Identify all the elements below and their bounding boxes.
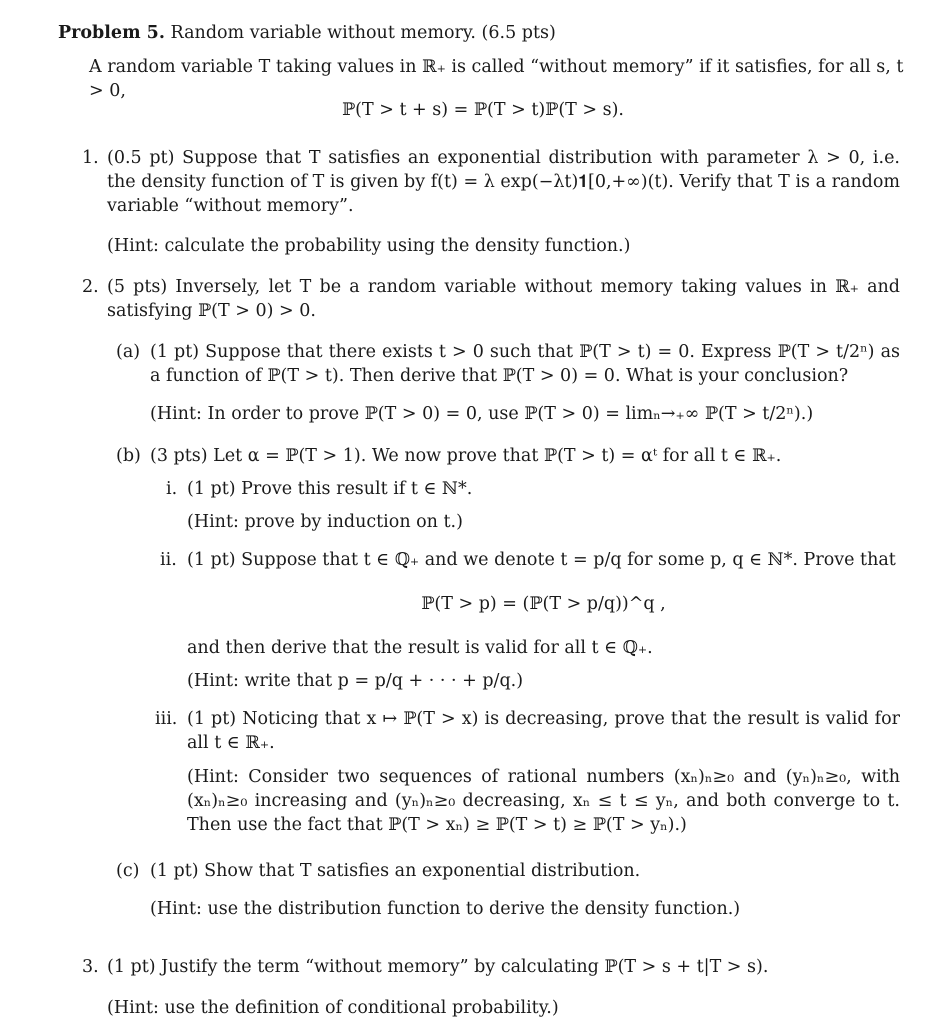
q2a-hint: (Hint: In order to prove ℙ(T > 0) = 0, use ℙ(T > 0) = limₙ→₊∞ ℙ(T > t/2ⁿ).) <box>150 404 814 424</box>
q2bii-equation: ℙ(T > p) = (ℙ(T > p/q))^q , <box>421 594 666 614</box>
q2c-hint: (Hint: use the distribution function to derive the density function.) <box>150 899 741 919</box>
problem-heading <box>58 21 908 45</box>
q2bi-hint: (Hint: prove by induction on t.) <box>187 512 463 532</box>
q3-text: (1 pt) Justify the term “without memory” by calculating ℙ(T > s + t|T > s). <box>107 957 769 977</box>
q1-text: (0.5 pt) Suppose that T satisfies an exponential distribution with parameter λ > 0, i.e. the density function of T is given by f(t) = λ exp(−λt)𝟏[0,+∞)(t). Verify that T is a random variable “without memory”. <box>107 148 900 216</box>
q2bii-hint: (Hint: write that p = p/q + · · · + p/q.) <box>187 671 524 691</box>
q2biii-label: iii. <box>155 709 178 729</box>
q2bii-text: (1 pt) Suppose that t ∈ ℚ₊ and we denote t = p/q for some p, q ∈ ℕ*. Prove that <box>187 550 896 570</box>
q2b-text: (3 pts) Let α = ℙ(T > 1). We now prove that ℙ(T > t) = αᵗ for all t ∈ ℝ₊. <box>150 446 782 466</box>
q2a-label: (a) <box>116 342 141 362</box>
q2biii-hint: (Hint: Consider two sequences of rational numbers (xₙ)ₙ≥₀ and (yₙ)ₙ≥₀, with (xₙ)ₙ≥₀ increasing and (yₙ)ₙ≥₀ decreasing, xₙ ≤ t ≤ yₙ, and both converge to t. Then use the fact that ℙ(T > xₙ) ≥ ℙ(T > t) ≥ ℙ(T > yₙ).) <box>187 767 900 835</box>
q2c-label: (c) <box>116 861 140 881</box>
q2biii-text: (1 pt) Noticing that x ↦ ℙ(T > x) is decreasing, prove that the result is valid for all t ∈ ℝ₊. <box>187 709 900 753</box>
q3-hint: (Hint: use the definition of conditional probability.) <box>107 998 559 1018</box>
problem-title: Problem 5. <box>58 23 165 43</box>
q2bi-text: (1 pt) Prove this result if t ∈ ℕ*. <box>187 479 473 499</box>
problem-subtitle: Random variable without memory. (6.5 pts) <box>170 23 556 43</box>
intro-equation: ℙ(T > t + s) = ℙ(T > t)ℙ(T > s). <box>342 100 624 120</box>
q2-number: 2. <box>82 277 99 297</box>
q2b-label: (b) <box>116 446 141 466</box>
q2bii-label: ii. <box>160 550 177 570</box>
q2bii-after: and then derive that the result is valid for all t ∈ ℚ₊. <box>187 638 653 658</box>
q1-number: 1. <box>82 148 99 168</box>
q2a-text: (1 pt) Suppose that there exists t > 0 such that ℙ(T > t) = 0. Express ℙ(T > t/2ⁿ) as a function of ℙ(T > t). Then derive that ℙ(T > 0) = 0. What is your conclusion? <box>150 342 900 386</box>
problem-intro: A random variable T taking values in ℝ₊ is called “without memory” if it satisfies, for all s, t > 0, <box>89 57 904 101</box>
q1-hint: (Hint: calculate the probability using the density function.) <box>107 236 631 256</box>
q2-text: (5 pts) Inversely, let T be a random variable without memory taking values in ℝ₊ and satisfying ℙ(T > 0) > 0. <box>107 277 900 321</box>
q2c-text: (1 pt) Show that T satisfies an exponential distribution. <box>150 861 641 881</box>
q2bi-label: i. <box>166 479 178 499</box>
q3-number: 3. <box>82 957 99 977</box>
